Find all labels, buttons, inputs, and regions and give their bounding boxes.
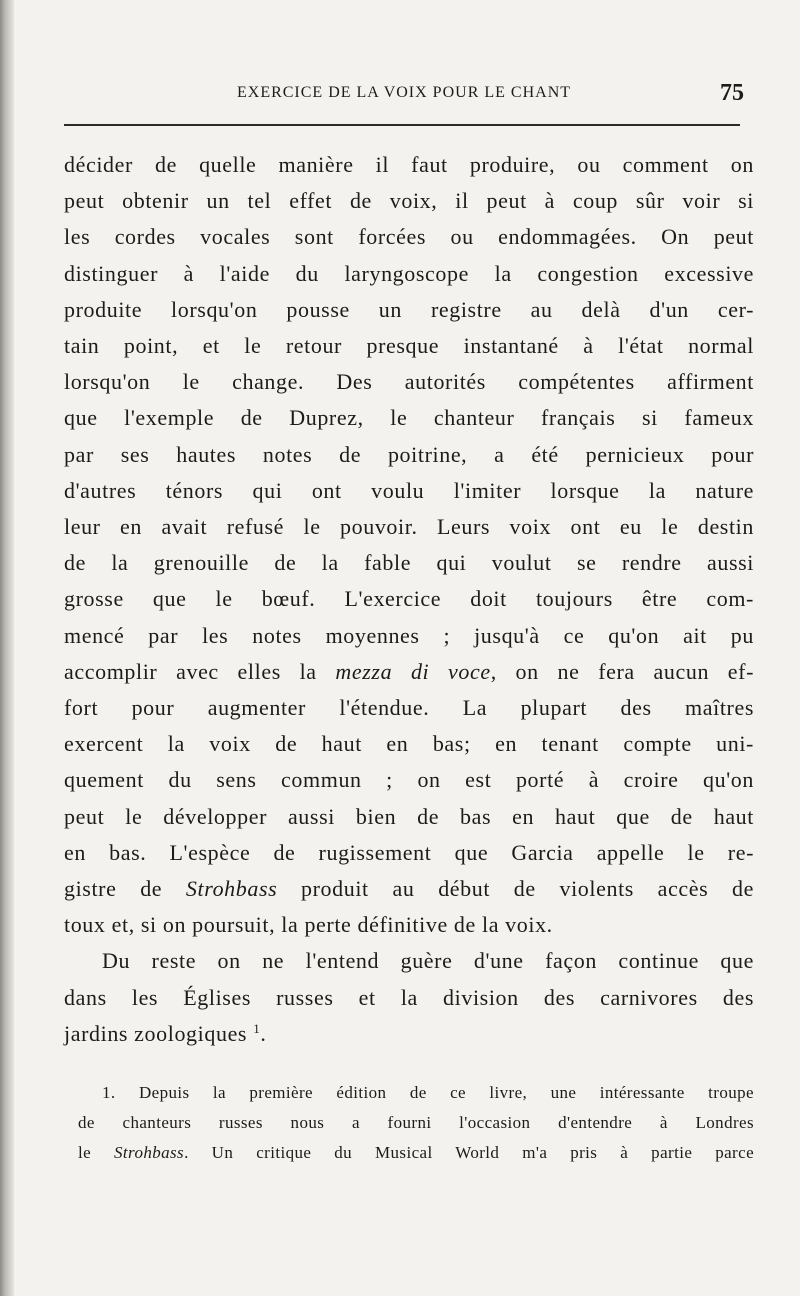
text-line: par ses hautes notes de poitrine, a été pernicieux pour	[64, 441, 754, 467]
text-segment: , on ne fera aucun ef-	[490, 658, 755, 684]
italic-term-mezza-di-voce: mezza di voce	[335, 658, 491, 684]
text-line: en bas. L'espèce de rugissement que Garcia appelle le re-	[64, 839, 754, 865]
text-segment: gistre de	[64, 876, 186, 902]
text-line: leur en avait refusé le pouvoir. Leurs voix ont eu le destin	[64, 514, 754, 540]
text-line: décider de quelle manière il faut produire, ou comment on	[64, 152, 754, 177]
text-line: grosse que le bœuf. L'exercice doit toujours être com-	[64, 586, 754, 612]
page-number: 75	[720, 80, 744, 106]
text-line: peut obtenir un tel effet de voix, il peut à coup sûr voir si	[64, 188, 754, 214]
text-line	[64, 654, 754, 690]
main-text	[64, 147, 754, 1052]
footnote-marker[interactable]: 1	[253, 1020, 261, 1036]
text-line: toux et, si on poursuit, la perte définitive de la voix.	[64, 912, 553, 938]
text-line: de la grenouille de la fable qui voulut se rendre aussi	[64, 550, 754, 576]
text-line: lorsqu'on le change. Des autorités compétentes affirment	[64, 369, 754, 395]
text-line: fort pour augmenter l'étendue. La plupart des maîtres	[64, 695, 754, 721]
footnote	[78, 1078, 754, 1168]
header-rule	[64, 124, 740, 126]
page-edge-shadow	[0, 0, 14, 1296]
text-line	[64, 1016, 754, 1052]
page-header	[64, 78, 744, 108]
text-segment: produit au début de violents accès de	[277, 876, 754, 902]
text-line: exercent la voix de haut en bas; en tenant compte uni-	[64, 731, 754, 757]
text-line: d'autres ténors qui ont voulu l'imiter lorsque la nature	[64, 477, 754, 503]
footnote-line	[78, 1138, 754, 1168]
text-segment: accomplir avec elles la	[64, 658, 336, 684]
running-head: EXERCICE DE LA VOIX POUR LE CHANT	[236, 84, 572, 101]
text-segment: jardins zoologiques	[64, 1020, 248, 1046]
text-line: quement du sens commun ; on est porté à croire qu'on	[64, 767, 754, 793]
italic-term-strohbass: Strohbass	[114, 1143, 185, 1162]
footnote-line: de chanteurs russes nous a fourni l'occasion d'entendre à Londres	[78, 1113, 754, 1132]
text-line: que l'exemple de Duprez, le chanteur français si fameux	[64, 405, 754, 431]
text-line: distinguer à l'aide du laryngoscope la congestion excessive	[64, 260, 754, 286]
text-line: mencé par les notes moyennes ; jusqu'à ce qu'on ait pu	[64, 622, 754, 648]
footnote-line: 1. Depuis la première édition de ce livre, une intéressante troupe	[102, 1083, 754, 1102]
text-line: peut le développer aussi bien de bas en haut que de haut	[64, 803, 754, 829]
text-line: dans les Églises russes et la division des carnivores des	[64, 984, 754, 1010]
text-line: Du reste on ne l'entend guère d'une façon continue que	[102, 948, 754, 974]
italic-term-strohbass: Strohbass	[185, 876, 278, 902]
text-segment: .	[260, 1020, 267, 1046]
text-line: produite lorsqu'on pousse un registre au delà d'un cer-	[64, 296, 754, 322]
text-segment: le	[78, 1143, 115, 1162]
text-line: tain point, et le retour presque instantané à l'état normal	[64, 333, 754, 359]
text-line: les cordes vocales sont forcées ou endommagées. On peut	[64, 224, 754, 250]
text-line	[64, 871, 754, 907]
text-segment: . Un critique du Musical World m'a pris à partie parce	[184, 1143, 755, 1162]
